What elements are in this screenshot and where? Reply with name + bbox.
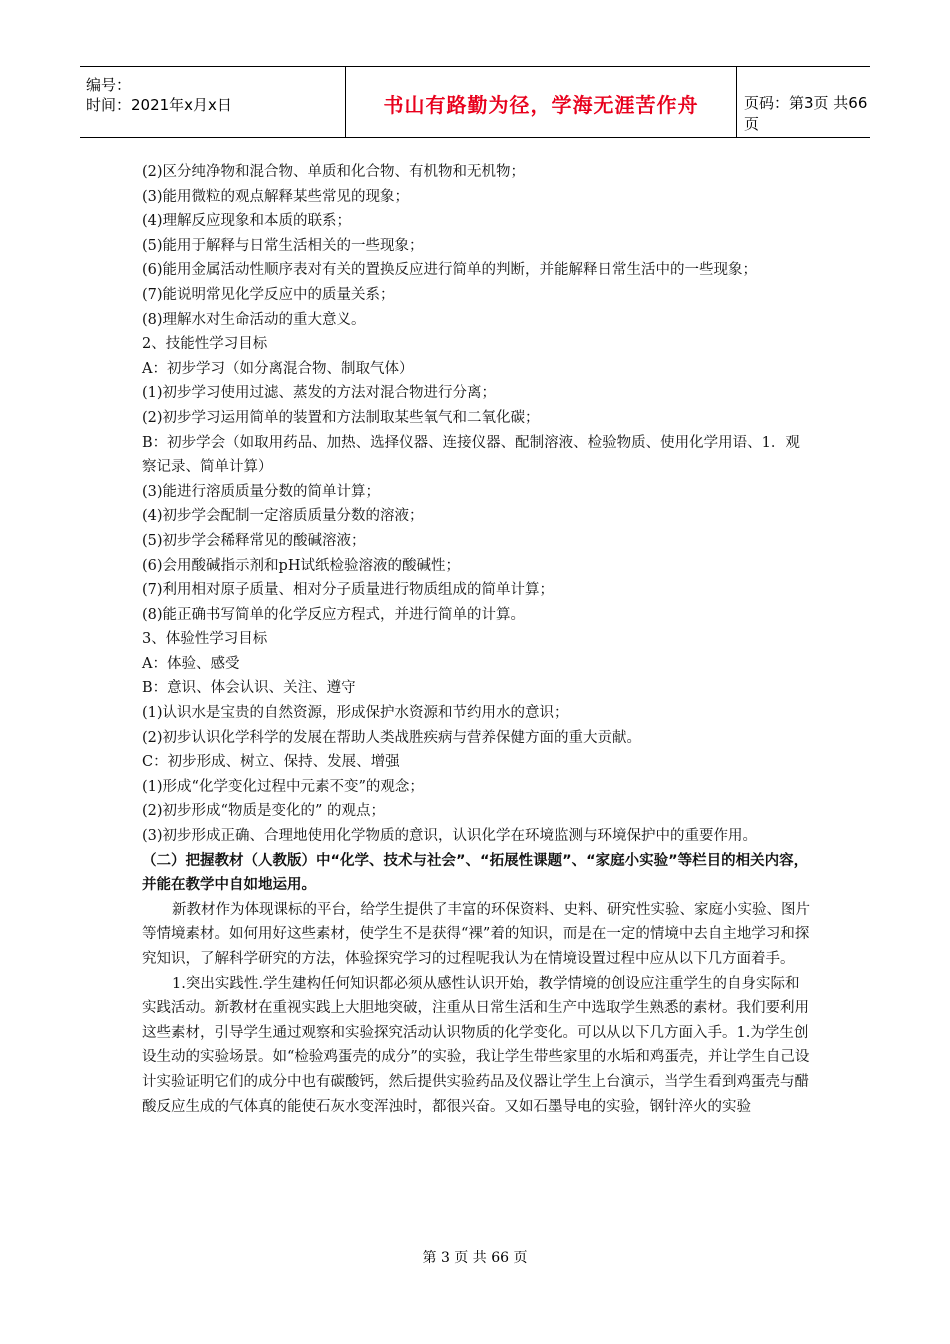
list-item: (1)初步学习使用过滤、蒸发的方法对混合物进行分离； xyxy=(142,385,497,402)
list-item: (7)能说明常见化学反应中的质量关系； xyxy=(142,286,395,303)
document-date: 时间：2021年x月x日 xyxy=(86,96,232,114)
list-item: (6)能用金属活动性顺序表对有关的置换反应进行简单的判断，并能解释日常生活中的一些现象； xyxy=(142,262,758,279)
list-item: (5)能用于解释与日常生活相关的一些现象； xyxy=(142,237,424,254)
list-item: (3)能用微粒的观点解释某些常见的现象； xyxy=(142,188,410,205)
subsection-title: 3、体验性学习目标 xyxy=(142,631,268,648)
list-item: (3)能进行溶质质量分数的简单计算； xyxy=(142,483,381,500)
page-footer: 第 3 页 共 66 页 xyxy=(422,1250,528,1266)
list-item: C：初步形成、树立、保持、发展、增强 xyxy=(142,754,400,771)
header-motto-cell xyxy=(345,67,737,137)
list-item: (1)认识水是宝贵的自然资源，形成保护水资源和节约用水的意识； xyxy=(142,705,569,722)
section-heading: （二）把握教材（人教版）中“化学、技术与社会”、“拓展性课题”、“家庭小实验”等栏目的相关内容，并能在教学中自如地运用。 xyxy=(142,852,809,894)
document-body xyxy=(142,160,810,1119)
list-item: (5)初步学会稀释常见的酸碱溶液； xyxy=(142,532,366,549)
header-meta xyxy=(86,75,232,115)
list-item: (4)理解反应现象和本质的联系； xyxy=(142,213,352,230)
list-item: (4)初步学会配制一定溶质质量分数的溶液； xyxy=(142,508,424,525)
list-item: B：初步学会（如取用药品、加热、选择仪器、连接仪器、配制溶液、检验物质、使用化学用语、1．观察记录、简单计算） xyxy=(142,434,800,476)
header-motto: 书山有路勤为径，学海无涯苦作舟 xyxy=(383,93,699,117)
body-paragraph: 新教材作为体现课标的平台，给学生提供了丰富的环保资料、史料、研究性实验、家庭小实验、图片等情境素材。如何用好这些素材，使学生不是获得“裸”着的知识，而是在一定的情境中去自主地学习和探究知识，了解科学研究的方法，体验探究学习的过程呢我认为在情境设置过程中应从以下几方面着手。 xyxy=(142,901,810,967)
list-item: (2)初步认识化学科学的发展在帮助人类战胜疾病与营养保健方面的重大贡献。 xyxy=(142,729,642,746)
list-item: B：意识、体会认识、关注、遵守 xyxy=(142,680,356,697)
list-item: (6)会用酸碱指示剂和pH试纸检验溶液的酸碱性； xyxy=(142,557,460,574)
list-item: (8)理解水对生命活动的重大意义。 xyxy=(142,311,366,328)
list-item: (7)利用相对原子质量、相对分子质量进行物质组成的简单计算； xyxy=(142,582,555,599)
document-number-label: 编号： xyxy=(86,76,132,94)
list-item: (1)形成“化学变化过程中元素不变”的观念； xyxy=(142,778,424,795)
body-paragraph: 1.突出实践性.学生建构任何知识都必须从感性认识开始，教学情境的创设应注重学生的自身实际和实践活动。新教材在重视实践上大胆地突破，注重从日常生活和生产中选取学生熟悉的素材。我们要利用这些素材，引导学生通过观察和实验探究活动认识物质的化学变化。可以从以下几方面入手。1.为学生创设生动的实验场景。如“检验鸡蛋壳的成分”的实验，我让学生带些家里的水垢和鸡蛋壳，并让学生自己设计实验证明它们的成分中也有碳酸钙，然后提供实验药品及仪器让学生上台演示，当学生看到鸡蛋壳与醋酸反应生成的气体真的能使石灰水变浑浊时，都很兴奋。又如石墨导电的实验，钢针淬火的实验 xyxy=(142,975,810,1115)
page-header xyxy=(80,66,870,138)
list-item: A：初步学习（如分离混合物、制取气体） xyxy=(142,360,414,377)
list-item: (2)初步形成“物质是变化的” 的观点； xyxy=(142,803,385,820)
subsection-title: 2、技能性学习目标 xyxy=(142,336,268,353)
header-page-info: 页码：第3页 共66页 xyxy=(744,94,868,133)
list-item: (8)能正确书写简单的化学反应方程式，并进行简单的计算。 xyxy=(142,606,526,623)
list-item: (2)区分纯净物和混合物、单质和化合物、有机物和无机物； xyxy=(142,164,526,180)
list-item: A：体验、感受 xyxy=(142,655,240,672)
list-item: (3)初步形成正确、合理地使用化学物质的意识，认识化学在环境监测与环境保护中的重要作用。 xyxy=(142,828,758,845)
list-item: (2)初步学习运用简单的装置和方法制取某些氧气和二氧化碳； xyxy=(142,409,540,426)
